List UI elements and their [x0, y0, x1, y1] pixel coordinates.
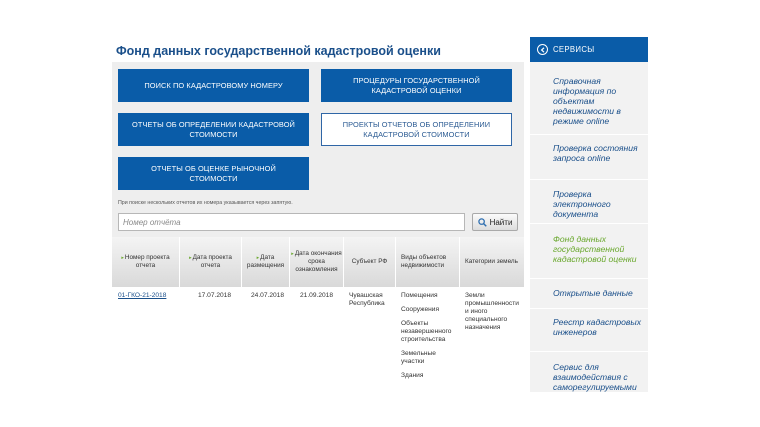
posting-date-cell: 24.07.2018	[251, 292, 285, 299]
table-header	[112, 237, 524, 287]
sidebar-divider	[530, 223, 648, 224]
header-subject: Субъект РФ	[344, 237, 396, 287]
object-type: Земельные участки	[401, 350, 436, 365]
end-date-cell: 21.09.2018	[300, 292, 334, 299]
sidebar-item-open-data[interactable]: Открытые данные	[553, 288, 633, 298]
object-type: Сооружения	[401, 306, 440, 313]
page-title: Фонд данных государственной кадастровой оценки	[116, 44, 441, 58]
sidebar-item-verify-document[interactable]: Проверка электронного документа	[553, 189, 611, 219]
header-report-number[interactable]: ▸Номер проекта отчета	[112, 237, 180, 287]
cadastral-valuation-procedures-button[interactable]: ПРОЦЕДУРЫ ГОСУДАРСТВЕННОЙ КАДАСТРОВОЙ ОЦЕНКИ	[321, 69, 512, 102]
sidebar-item-engineers-registry[interactable]: Реестр кадастровых инженеров	[553, 317, 642, 337]
sidebar-divider	[530, 278, 648, 279]
sidebar-header[interactable]	[530, 37, 648, 62]
project-date-cell: 17.07.2018	[198, 292, 232, 299]
sidebar-item-sro-service[interactable]: Сервис для взаимодействия с саморегулируемыми	[553, 362, 637, 392]
sidebar-divider	[530, 351, 648, 352]
sort-triangle-icon: ▸	[291, 251, 294, 257]
objects-cell	[401, 292, 457, 380]
sidebar-divider	[530, 308, 648, 309]
market-value-reports-button[interactable]: ОТЧЕТЫ ОБ ОЦЕНКЕ РЫНОЧНОЙ СТОИМОСТИ	[118, 157, 309, 190]
report-number-link[interactable]: 01-ГКО-21-2018	[118, 292, 167, 299]
search-icon	[478, 218, 487, 227]
sidebar-title: СЕРВИСЫ	[553, 45, 595, 54]
sort-triangle-icon: ▸	[256, 255, 260, 261]
header-land-categories: Категории земель	[465, 258, 518, 265]
subject-cell: Чувашская Республика	[349, 292, 385, 307]
find-button[interactable]	[472, 213, 518, 231]
search-hint: При поиске нескольких отчетов их номера указывается через запятую.	[118, 200, 293, 206]
header-object-types: Виды объектов недвижимости	[396, 237, 460, 287]
object-type: Помещения	[401, 292, 438, 299]
services-sidebar	[530, 37, 648, 392]
search-by-cadastral-number-button[interactable]: ПОИСК ПО КАДАСТРОВОМУ НОМЕРУ	[118, 69, 309, 102]
sidebar-divider	[530, 134, 648, 135]
sidebar-item-request-status[interactable]: Проверка состояния запроса online	[553, 143, 638, 163]
sidebar-item-valuation-fund[interactable]: Фонд данных государственной кадастровой оценки	[553, 234, 637, 264]
sidebar-item-property-info[interactable]: Справочная информация по объектам недвижимости в режиме online	[553, 76, 621, 126]
chevron-left-circle-icon[interactable]	[537, 44, 548, 55]
header-posting-date[interactable]: ▸Дата размещения	[242, 237, 290, 287]
find-button-label: Найти	[489, 217, 513, 227]
cadastral-value-reports-button[interactable]: ОТЧЕТЫ ОБ ОПРЕДЕЛЕНИИ КАДАСТРОВОЙ СТОИМОСТИ	[118, 113, 309, 146]
draft-reports-button[interactable]: ПРОЕКТЫ ОТЧЕТОВ ОБ ОПРЕДЕЛЕНИИ КАДАСТРОВОЙ СТОИМОСТИ	[321, 113, 512, 146]
main-panel	[112, 62, 524, 392]
report-number-cell[interactable]	[118, 292, 166, 300]
report-number-input[interactable]	[118, 213, 465, 231]
land-category-cell: Земли промышленности и иного специального назначения	[465, 292, 519, 331]
sort-triangle-icon: ▸	[121, 255, 124, 261]
header-end-date[interactable]: ▸Дата окончания срока ознакомления	[290, 237, 344, 287]
table-row	[112, 287, 524, 392]
object-type: Объекты незавершенного строительства	[401, 320, 452, 343]
sort-triangle-icon: ▸	[189, 255, 192, 261]
header-project-date[interactable]: ▸Дата проекта отчета	[180, 237, 242, 287]
object-type: Здания	[401, 372, 424, 379]
sidebar-divider	[530, 179, 648, 180]
